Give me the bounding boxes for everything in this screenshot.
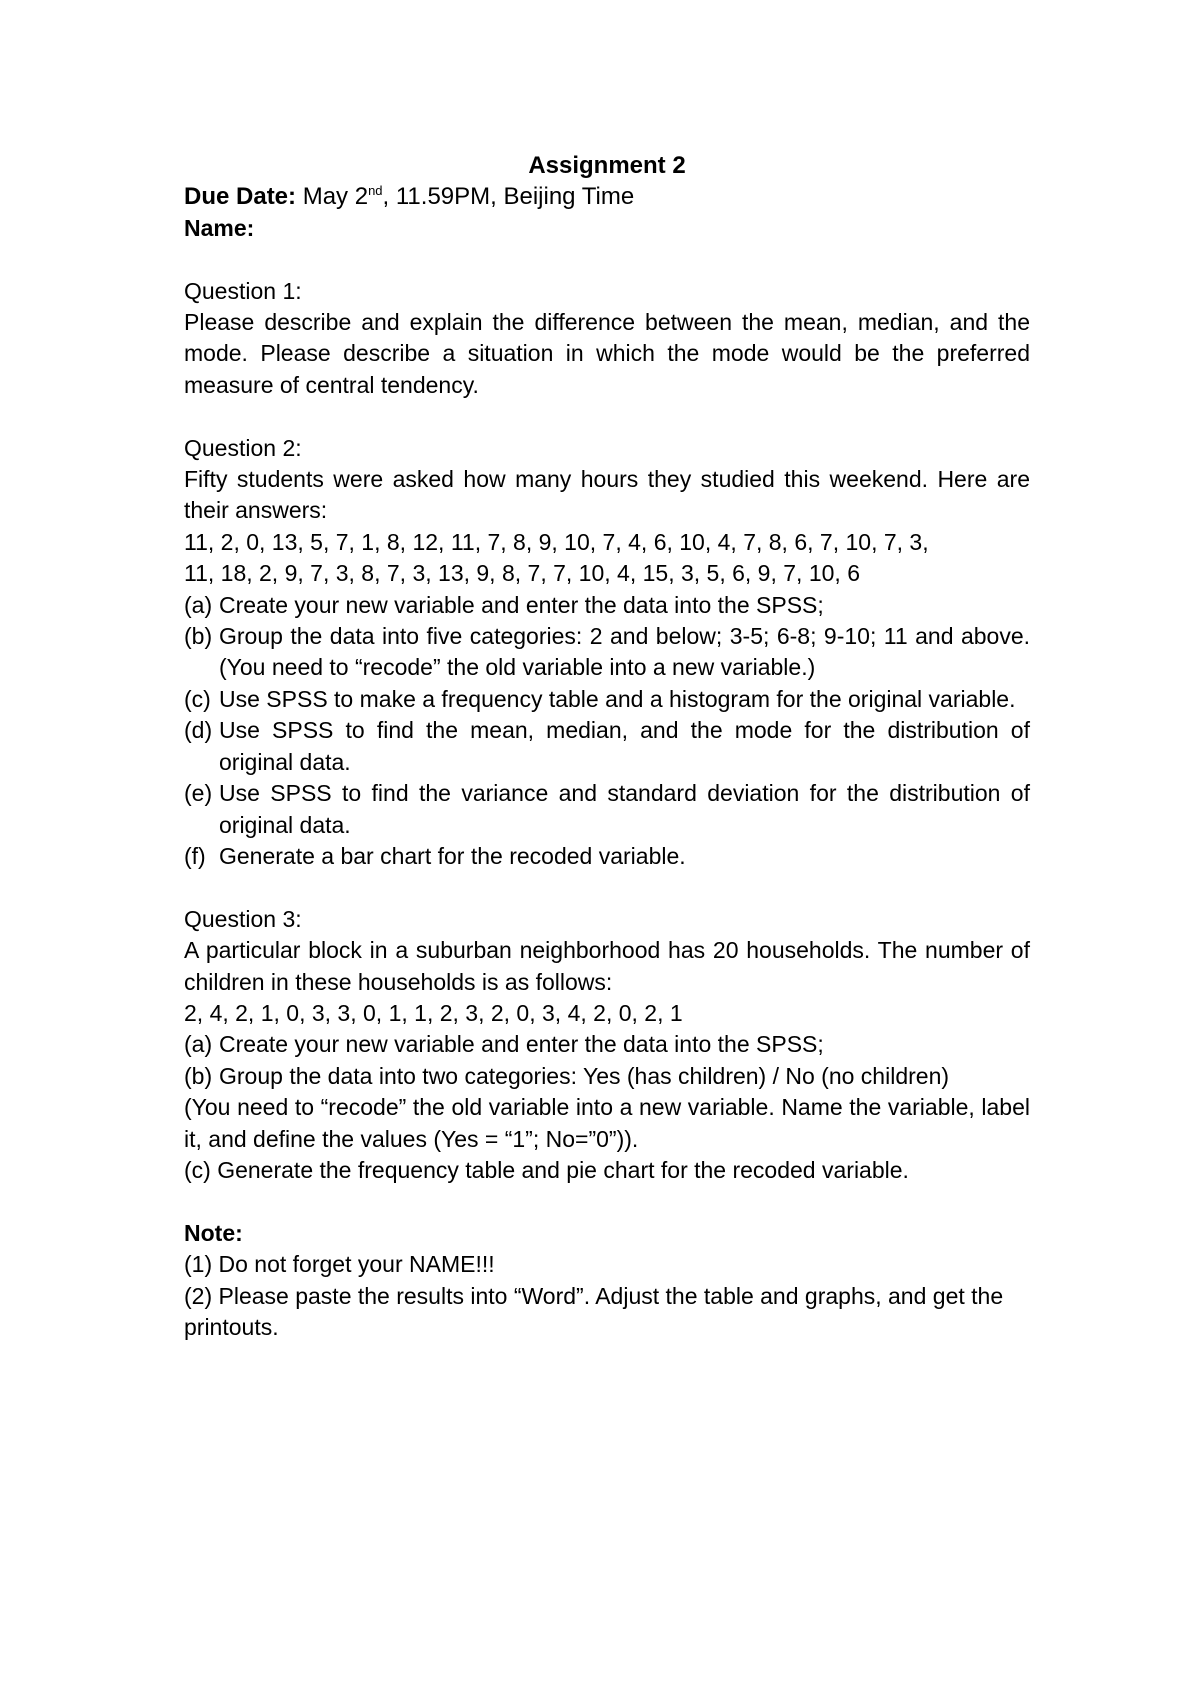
page-title: Assignment 2	[528, 152, 686, 179]
item-marker: (a)	[184, 591, 213, 618]
due-date-label: Due Date:	[184, 183, 297, 211]
item-marker: (c)	[184, 685, 211, 712]
question-2-intro: Fifty students were asked how many hours they studied this weekend. Here are their answers:	[184, 466, 1030, 524]
spacer	[184, 872, 1030, 903]
item-marker: (b)	[184, 623, 213, 650]
item-marker: (a)	[184, 1031, 213, 1058]
item-text: Group the data into two categories: Yes (has children) / No (no children)	[219, 1062, 950, 1089]
item-text: Generate a bar chart for the recoded variable.	[219, 842, 686, 869]
item-marker: (b)	[184, 1062, 213, 1089]
document-body	[184, 150, 1030, 1343]
note-label: Note:	[184, 1219, 243, 1246]
question-2-item-b	[184, 621, 1030, 684]
item-text: Use SPSS to find the mean, median, and the mode for the distribution of original data.	[219, 717, 1030, 775]
item-text: Use SPSS to make a frequency table and a histogram for the original variable.	[219, 685, 1016, 712]
question-2-item-e	[184, 778, 1030, 841]
item-text: Create your new variable and enter the data into the SPSS;	[219, 591, 824, 618]
note-line-2: (2) Please paste the results into “Word”. Adjust the table and graphs, and get the printouts.	[184, 1282, 1004, 1340]
question-2-item-a	[184, 590, 1030, 621]
question-3-recode-note: (You need to “recode” the old variable into a new variable. Name the variable, label it, and define the values (Yes = “1”; No=”0”)).	[184, 1094, 1030, 1152]
question-2-item-f	[184, 841, 1030, 872]
item-marker: (d)	[184, 717, 213, 744]
due-date-value-post: , 11.59PM, Beijing Time	[382, 183, 635, 211]
spacer	[184, 244, 1030, 275]
due-date-line	[184, 181, 1030, 212]
item-text: Use SPSS to find the variance and standard deviation for the distribution of original data.	[219, 780, 1030, 838]
question-3-heading: Question 3:	[184, 905, 302, 932]
question-2-data-line-1: 11, 2, 0, 13, 5, 7, 1, 8, 12, 11, 7, 8, 9, 10, 7, 4, 6, 10, 4, 7, 8, 6, 7, 10, 7, 3,	[184, 528, 929, 555]
question-1-body: Please describe and explain the difference between the mean, median, and the mode. Please describe a situation in which the mode would be the preferred measure of central tendency.	[184, 309, 1030, 398]
question-3-item-a	[184, 1029, 1030, 1060]
question-3-item-b	[184, 1061, 1030, 1092]
item-marker: (f)	[184, 842, 206, 869]
question-3-item-c: (c) Generate the frequency table and pie chart for the recoded variable.	[184, 1156, 909, 1183]
note-line-1: (1) Do not forget your NAME!!!	[184, 1251, 495, 1278]
item-marker: (e)	[184, 780, 213, 807]
spacer	[184, 401, 1030, 432]
name-label: Name:	[184, 214, 255, 241]
due-date-value-pre: May 2	[296, 183, 369, 211]
question-2-data-line-2: 11, 18, 2, 9, 7, 3, 8, 7, 3, 13, 9, 8, 7, 7, 10, 4, 15, 3, 5, 6, 9, 7, 10, 6	[184, 560, 860, 587]
spacer	[184, 1186, 1030, 1217]
question-3-data-line: 2, 4, 2, 1, 0, 3, 3, 0, 1, 1, 2, 3, 2, 0, 3, 4, 2, 0, 2, 1	[184, 999, 683, 1026]
question-2-item-c	[184, 684, 1030, 715]
item-text: Create your new variable and enter the data into the SPSS;	[219, 1031, 824, 1058]
question-2-item-d	[184, 715, 1030, 778]
item-text: Group the data into five categories: 2 and below; 3-5; 6-8; 9-10; 11 and above. (You need to “recode” the old variable into a new variable.)	[219, 623, 1030, 681]
question-1-heading: Question 1:	[184, 277, 302, 304]
question-3-intro: A particular block in a suburban neighborhood has 20 households. The number of children in these households is as follows:	[184, 937, 1030, 995]
question-2-heading: Question 2:	[184, 434, 302, 461]
due-date-value-sup: nd	[368, 183, 383, 199]
